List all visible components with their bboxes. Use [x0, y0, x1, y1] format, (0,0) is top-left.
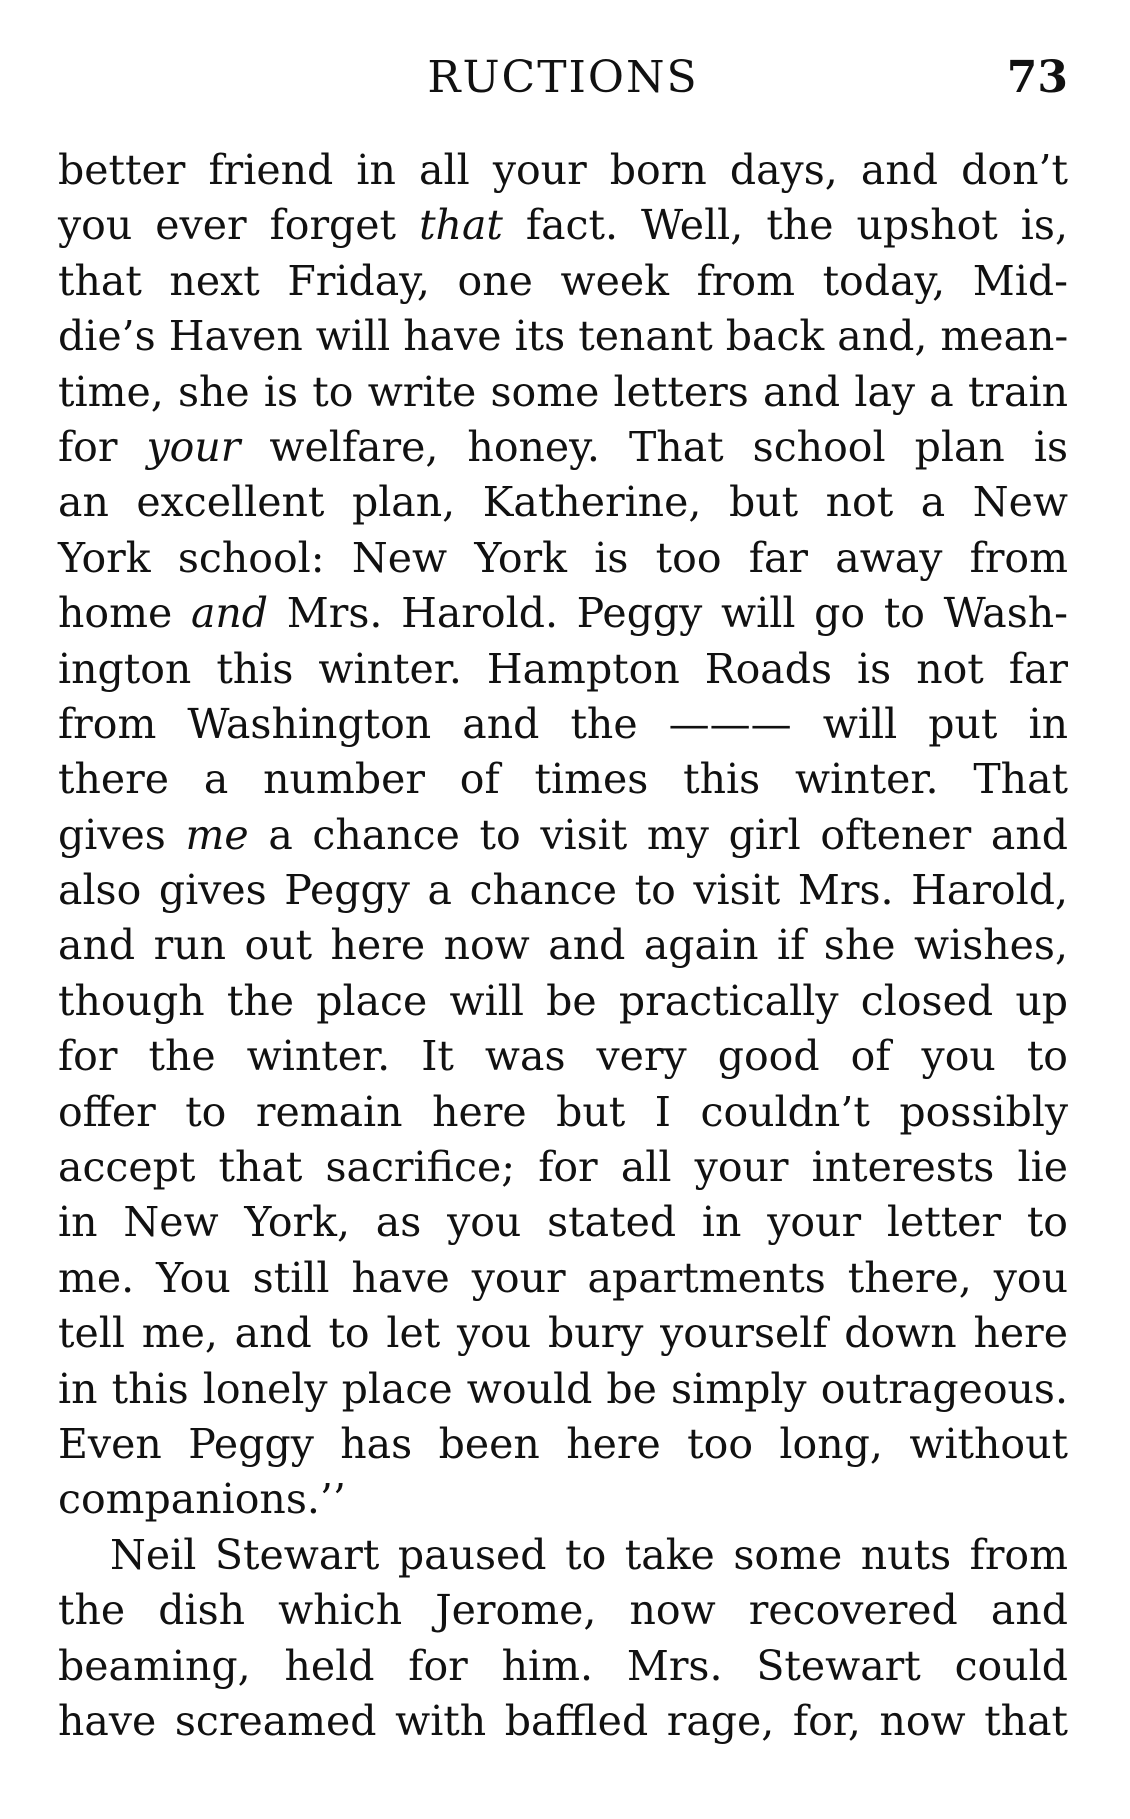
italic-text-segment: that — [419, 201, 503, 250]
text-line — [58, 586, 1068, 641]
text-segment: Even Peggy has been here too long, without — [58, 1419, 1068, 1468]
text-line — [58, 1140, 1068, 1195]
italic-text-segment: and — [190, 589, 269, 638]
text-segment: from Washington and the ——— will put in — [58, 699, 1068, 748]
text-line — [58, 475, 1068, 530]
text-segment: that next Friday, one week from today, Mid- — [58, 256, 1068, 305]
running-title: RUCTIONS — [427, 52, 699, 103]
italic-text-segment: me — [185, 810, 249, 859]
text-segment: an excellent plan, Katherine, but not a New — [58, 478, 1068, 527]
text-segment: the dish which Jerome, now recovered and — [58, 1586, 1068, 1635]
text-segment: in New York, as you stated in your letter to — [58, 1198, 1068, 1247]
body-text — [58, 143, 1068, 1749]
text-line — [58, 808, 1068, 863]
text-line — [58, 1417, 1068, 1472]
text-line — [58, 918, 1068, 973]
text-segment: gives — [58, 810, 186, 859]
text-line — [58, 143, 1068, 198]
text-segment: fact. Well, the upshot is, — [502, 201, 1068, 250]
running-head — [58, 52, 1068, 108]
text-line — [58, 863, 1068, 918]
text-segment: Neil Stewart paused to take some nuts from — [110, 1530, 1068, 1579]
text-segment: and run out here now and again if she wishes, — [58, 921, 1068, 970]
text-line — [58, 1472, 1068, 1527]
text-line — [58, 1528, 1068, 1583]
text-segment: tell me, and to let you bury yourself down here — [58, 1309, 1068, 1358]
text-segment: Mrs. Harold. Peggy will go to Wash- — [268, 589, 1068, 638]
text-segment: offer to remain here but I couldn’t possibly — [58, 1087, 1068, 1136]
text-segment: also gives Peggy a chance to visit Mrs. Harold, — [58, 866, 1068, 915]
text-segment: there a number of times this winter. That — [58, 755, 1068, 804]
text-segment: for — [58, 422, 147, 471]
text-line — [58, 752, 1068, 807]
text-line — [58, 974, 1068, 1029]
text-segment: welfare, honey. That school plan is — [240, 422, 1068, 471]
text-line — [58, 309, 1068, 364]
text-line — [58, 1251, 1068, 1306]
text-line — [58, 1583, 1068, 1638]
text-segment: home — [58, 589, 191, 638]
page-number: 73 — [1006, 52, 1068, 103]
text-line — [58, 254, 1068, 309]
text-segment: a chance to visit my girl oftener and — [248, 810, 1068, 859]
text-segment: die’s Haven will have its tenant back and, mean- — [58, 312, 1069, 361]
text-line — [58, 697, 1068, 752]
text-line — [58, 1694, 1068, 1749]
text-segment: though the place will be practically closed up — [58, 976, 1068, 1025]
text-line — [58, 1306, 1068, 1361]
text-segment: better friend in all your born days, and don’t — [58, 146, 1068, 194]
text-segment: accept that sacrifice; for all your interests lie — [58, 1143, 1068, 1192]
text-line — [58, 1085, 1068, 1140]
text-line — [58, 1639, 1068, 1694]
text-segment: me. You still have your apartments there, you — [58, 1253, 1068, 1302]
text-segment: for the winter. It was very good of you to — [58, 1032, 1068, 1081]
text-segment: companions.’’ — [58, 1475, 346, 1524]
text-segment: in this lonely place would be simply outrageous. — [58, 1364, 1068, 1413]
text-line — [58, 420, 1068, 475]
text-segment: you ever forget — [58, 201, 420, 250]
text-line — [58, 1029, 1068, 1084]
text-segment: time, she is to write some letters and lay a train — [58, 367, 1068, 416]
text-line — [58, 531, 1068, 586]
text-line — [58, 642, 1068, 697]
text-segment: ington this winter. Hampton Roads is not far — [58, 644, 1068, 693]
text-line — [58, 1362, 1068, 1417]
text-segment: beaming, held for him. Mrs. Stewart could — [58, 1641, 1068, 1690]
text-segment: York school: New York is too far away from — [58, 533, 1068, 582]
text-line — [58, 365, 1068, 420]
italic-text-segment: your — [146, 422, 241, 471]
text-line — [58, 1195, 1068, 1250]
text-segment: have screamed with baffled rage, for, now that — [58, 1696, 1068, 1745]
text-line — [58, 198, 1068, 253]
